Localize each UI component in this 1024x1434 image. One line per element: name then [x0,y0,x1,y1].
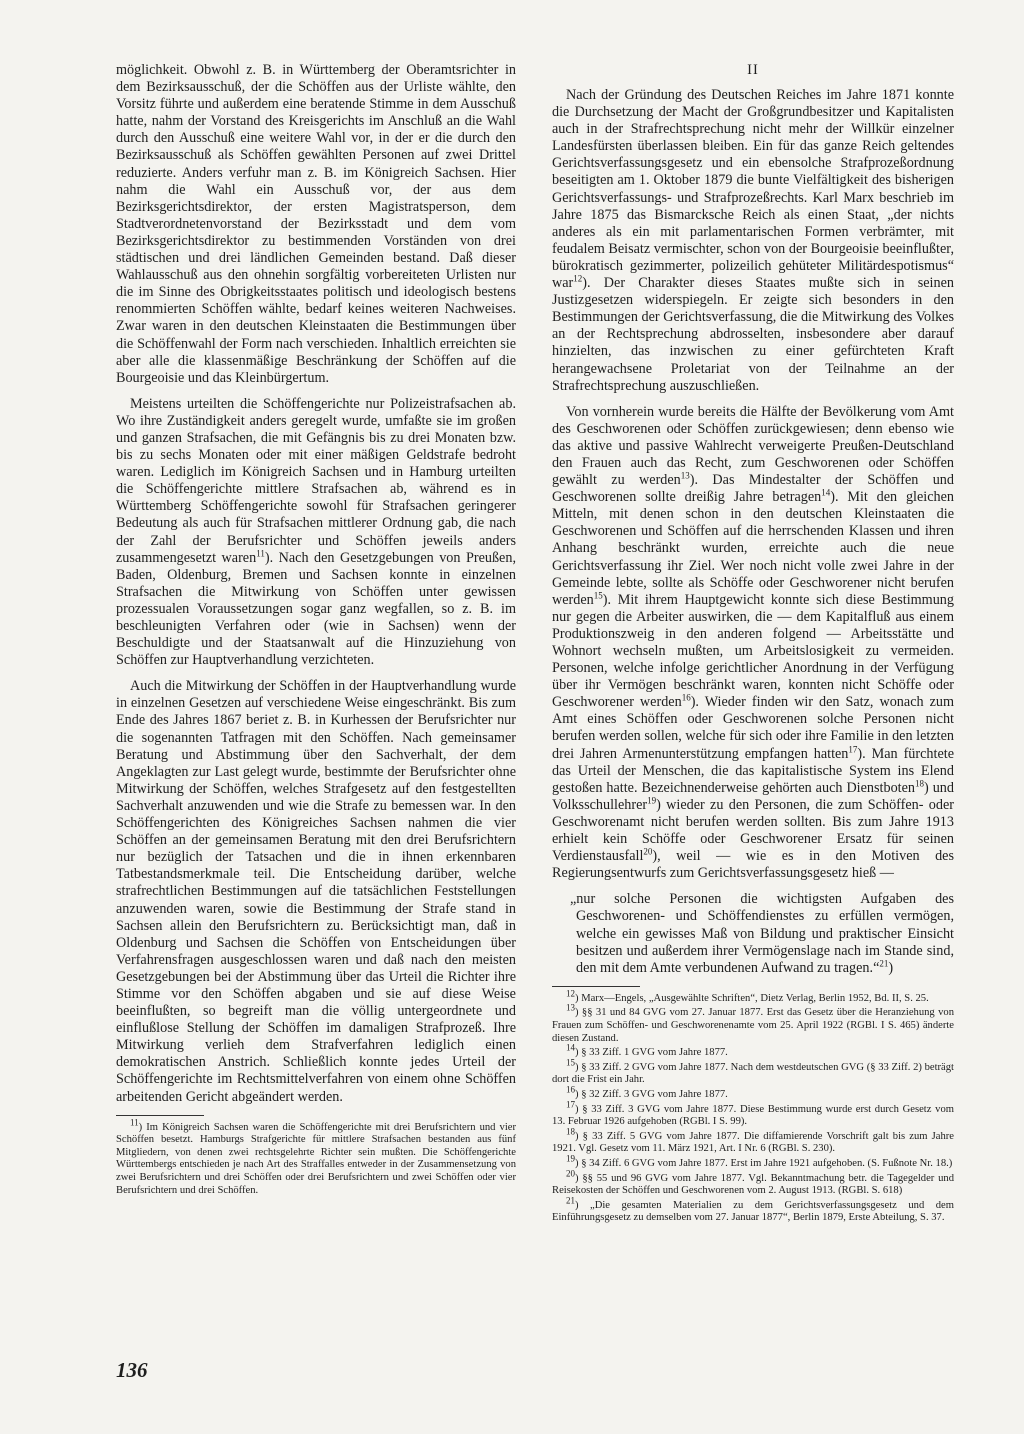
paragraph-text: Nach der Gründung des Deutschen Reiches im Jahre 1871 konnte die Durchsetzung der Macht der Großgrundbesitzer und Kapitalisten auch in der Strafrechtsprechung nicht mehr der Willkür einzelner Landesfürsten überlassen bleiben. Ein für das ganze Reich geltendes Gerichtsverfassungsgesetz und ein ebensolche Strafprozeßordnung beseitigten am 1. Oktober 1879 die bunte Vielfältigkeit des bisherigen Gerichtsverfassungs- und Strafprozeßrechts. Karl Marx beschrieb im Jahre 1875 das Bismarcksche Reich als einen Staat, „der nichts anderes als ein mit parlamentarischen Formen verbrämter, mit feudalem Beisatz vermischter, schon von der Bourgeoisie beeinflußter, bürokratisch gezimmerter, polizeilich gehüteter Militärdespotismus“ war [552,87,954,292]
footnote: $^{20}$) §§ 55 und 96 GVG vom Jahre 1877. Vgl. Bekanntmachung betr. die Tagegelder und Reisekosten der Schöffen und Geschworenen vom 2. August 1913. (RGBl. S. 618) [552,1167,954,1197]
footnote-number: 14 [566,1042,575,1053]
footnote-text: § 33 Ziff. 1 GVG vom Jahre 1877. [581,1047,728,1059]
paragraph: möglichkeit. Obwohl z. B. in Württemberg der Oberamtsrichter in dem Bezirksausschuß, der die Schöffen aus der Urliste wählte, den Vorsitz führte und außerdem eine beratende Stimme in dem Ausschuß hatte, nahm der Vorstand des Kreisgerichts im Anschluß an die Wahl durch den Ausschuß eine weitere Wahl vor, in der er die durch den Bezirksausschuß als Schöffen gewählten Personen auf zwei Drittel reduzierte. Anders verfuhr man z. B. im Königreich Sachsen. Hier nahm die Wahl ein Ausschuß vor, der aus dem Bezirksgerichtsdirektor, der ersten Magistratsperson, dem Stadtverordnetenvorstand der Bezirksstadt und dem vom Bezirksgerichtsdirektor zu bestimmenden Vorständen von drei städtischen und drei ländlichen Gemeinden bestand. Daß dieser Wahlausschuß aus den ohnehin sorgfältig vorbereiteten Urlisten nur die im Sinne des Obrigkeitsstaates politisch und ideologisch bestens renommierten Schöffen wählte, bedarf keines weiteren Nachweises. Zwar waren in den deutschen Kleinstaaten die Bestimmungen über die Schöffenwahl der Form nach verschieden. Inhaltlich erreichten sie aber alle die klassenmäßige Beschränkung der Schöffen auf die Bourgeoisie und das Kleinbürgertum. [116,62,516,386]
footnote: $^{19}$) § 34 Ziff. 6 GVG vom Jahre 1877. Erst im Jahre 1921 aufgehoben. (S. Fußnote Nr. 18.) [566,1153,953,1169]
footnote-number: 16 [566,1084,575,1095]
footnotes [116,1117,516,1198]
footnote-text: „Die gesamten Materialien zu dem Gerichtsverfassungsgesetz und dem Einführungsgesetz zu demselben vom 27. Januar 1877“, Berlin 1879, Erste Abteilung, S. 37. [552,1199,954,1224]
footnote: $^{17}$) § 33 Ziff. 3 GVG vom Jahre 1877. Diese Bestimmung wurde erst durch Gesetz vom 13. Februar 1926 aufgehoben (RGBl. I S. 99). [552,1099,954,1128]
footnote-text: § 34 Ziff. 6 GVG vom Jahre 1877. Erst im Jahre 1921 aufgehoben. (S. Fußnote Nr. 18.) [581,1157,953,1169]
footnote-number: 12 [566,988,575,999]
footnote-ref: 21 [879,957,889,968]
paragraph-text: Meistens urteilten die Schöffengerichte nur Polizeistrafsachen ab. Wo ihre Zuständigkeit anders geregelt wurde, umfaßte sie im großen und ganzen Strafsachen, die mit Gefängnis bis zu drei Monaten bzw. bis zu sechs Monaten oder mit einer mäßigen Geldstrafe bedroht waren. Lediglich im Königreich Sachsen und in Hamburg urteilten die Schöffengerichte mittlere Strafsachen ab, während es in Württemberg Schöffengerichte sowohl für Strafsachen geringerer Bedeutung als auch für Strafsachen mittlerer Ordnung gab, die nach der Zahl der Berufsrichter und Schöffen jeweils anders zusammengesetzt waren [116,395,516,566]
footnote: $^{15}$) § 33 Ziff. 2 GVG vom Jahre 1877. Nach dem westdeutschen GVG (§ 33 Ziff. 2) beträgt dort die Frist ein Jahr. [552,1057,954,1086]
footnote-text: § 33 Ziff. 5 GVG vom Jahre 1877. Die diffamierende Vorschrift galt bis zum Jahre 1921. Vgl. Gesetz vom 11. März 1921, Art. I Nr. 6 (RGBl. S. 230). [552,1130,954,1155]
paragraph-text: ). Mit ihrem Hauptgewicht konnte sich diese Bestimmung nur gegen die Arbeiter auswirken, die — dem Kapitalfluß aus einem Produktionszweig in den anderen folgend — Arbeitsstätte und Wohnort wechseln mußten, um Arbeitslosigkeit zu vermeiden. Personen, welche infolge gerichtlicher Anordnung in der Verfügung über ihr Vermögen beschränkt waren, konnten nicht Schöffe oder Geschworener werden [552,591,954,711]
paragraph-text: ), weil — wie es in den Motiven des Regierungsentwurfs zum Gerichtsverfassungsgesetz hieß — [552,848,954,882]
footnote: $^{16}$) § 32 Ziff. 3 GVG vom Jahre 1877. [566,1084,728,1100]
paragraph-text: ). Mit den gleichen Mitteln, mit denen schon in den deutschen Kleinstaaten die Geschworenen und Schöffen auf die herrschenden Klassen und ihren Anhang beschränkt wurden, erreichte auch die neue Gerichtsverfassung ihr Ziel. Wer noch nicht volle zwei Jahre in der Gemeinde lebte, sollte als Schöffe oder Geschworener nicht berufen werden [552,489,954,608]
paragraph-text: Von vornherein wurde bereits die Hälfte der Bevölkerung vom Amt des Geschworenen oder Schöffen zurückgewiesen; denn ebenso wie das aktive und passive Wahlrecht verweigerte Preußen-Deutschland den Frauen auch das Recht, zum Geschworenen oder Schöffen gewählt zu werden [552,403,954,489]
paragraph: Auch die Mitwirkung der Schöffen in der Hauptverhandlung wurde in einzelnen Gesetzen auf verschiedene Weise eingeschränkt. Bis zum Ende des Jahres 1867 beriet z. B. in Kurhessen der Berufsrichter nur die sogenannten Tatfragen mit den Schöffen. Nach gemeinsamer Beratung und Abstimmung über den Sachverhalt, der dem Angeklagten zur Last gelegt wurde, bestimmte der Berufsrichter ohne Mitwirkung der Schöffen, welches Strafgesetz auf den festgestellten Sachverhalt anzuwenden und wie die Strafe zu bemessen war. In den Schöffengerichten des Königreiches Sachsen nahmen die vier Schöffen an der gemeinsamen Beratung mit den drei Berufsrichtern nur bezüglich der Tatsachen und die in ihnen erkennbaren Tatbestandsmerkmale teil. Die Entscheidung darüber, welche strafrechtlichen Bestimmungen auf die tatsächlichen Feststellungen anzuwenden waren, sowie die Bestimmung der Strafe stand in Sachsen allein den Berufsrichtern zu. Berücksichtigt man, daß in Oldenburg und Sachsen die Schöffen von Entscheidungen über Verfahrensfragen ausgeschlossen waren und daß nach den meisten Gesetzgebungen bei der Abstimmung über das Urteil die Richter ihre Stimme vor den Schöffen abgaben und sie auf diese Weise beeinflußten, so begreift man die völlig untergeordnete und einflußlose Stellung der Schöffen im damaligen Strafprozeß. Ihre Mitwirkung verlieh dem Strafverfahren lediglich einen demokratischen Anstrich. Schließlich konnte jedes Urteil der Schöffengerichte im Rechtsmittelverfahren von einem ohne Schöffen arbeitenden Gericht abgeändert werden. [116,678,516,1105]
footnote-number: 17 [566,1099,575,1109]
block-quote: „nur solche Personen die wichtigsten Aufgaben des Geschworenen- und Schöffendienstes zu erfüllen vermögen, welche ein gewisses Maß von Bildung und praktischer Einsicht besitzen und außerdem ihrer Vermögenslage nach im Stande sind, den mit dem Amte verbundenen Aufwand zu tragen.“$^{21}$) [570,891,954,976]
paragraph [552,87,954,395]
footnote-number: 13 [566,1002,575,1013]
footnote-number: 18 [566,1126,575,1137]
footnote-ref: 19 [647,795,657,806]
paragraph [552,404,954,883]
footnote-ref: 12 [573,273,583,284]
footnote-number: 15 [566,1057,575,1068]
footnote-text: § 32 Ziff. 3 GVG vom Jahre 1877. [581,1088,728,1100]
footnote-number: 20 [566,1167,575,1178]
footnote: $^{11}$) Im Königreich Sachsen waren die Schöffengerichte mit drei Berufsrichtern und vier Schöffen besetzt. Hamburgs Strafgerichte für mittlere Strafsachen bestanden aus fünf Mitgliedern, von denen zwei rechtsgelehrte Richter sein mußten. Die Schöffengerichte Württembergs entschieden je nach Art des Straffalles entweder in der Zusammensetzung von zwei Berufsrichtern und drei Schöffen oder drei Berufsrichtern und zwei Schöffen oder vier Berufsrichtern und drei Schöffen. [116,1117,516,1196]
footnote: $^{13}$) §§ 31 und 84 GVG vom 27. Januar 1877. Erst das Gesetz über die Heranziehung von Frauen zum Schöffen- und Geschworenenamte vom 25. April 1922 (RGBl. I S. 465) änderte diesen Zustand. [552,1002,954,1044]
footnote-ref: 14 [821,487,831,498]
paragraph-text: ). Das Mindestalter der Schöffen und Geschworenen sollte dreißig Jahre betragen [552,472,954,506]
right-column [552,62,954,1227]
paragraph-text: ). Nach den Gesetzgebungen von Preußen, Baden, Oldenburg, Bremen und Sachsen konnte in einzelnen Strafsachen die Mitwirkung von Schöffen unter gewissen prozessualen Voraussetzungen sogar ganz wegfallen, so z. B. im beschleunigten Verfahren oder (wie in Sachsen) wenn der Beschuldigte und der Staatsanwalt auf die Hinzuziehung von Schöffen zur Hauptverhandlung verzichteten. [116,549,516,669]
footnotes [552,988,954,1225]
footnote: $^{18}$) § 33 Ziff. 5 GVG vom Jahre 1877. Die diffamierende Vorschrift galt bis zum Jahre 1921. Vgl. Gesetz vom 11. März 1921, Art. I Nr. 6 (RGBl. S. 230). [552,1126,954,1155]
footnote-number: 21 [566,1195,575,1206]
footnote-text: § 33 Ziff. 3 GVG vom Jahre 1877. Diese Bestimmung wurde erst durch Gesetz vom 13. Februar 1926 aufgehoben (RGBl. I S. 99). [552,1103,954,1128]
left-column [116,62,516,1199]
quote-text: „nur solche Personen die wichtigsten Aufgaben des Geschworenen- und Schöffendienstes zu erfüllen vermögen, welche ein gewisses Maß von Bildung und praktischer Einsicht besitzen und außerdem ihrer Vermögenslage nach im Stande sind, den mit dem Amte verbundenen Aufwand zu tragen.“ [570,891,954,976]
paragraph-text: ). Der Charakter dieses Staates mußte sich in seinen Justizgesetzen widerspiegeln. Er zeigte sich besonders in den Bestimmungen der Gerichtsverfassung, die die Mitwirkung des Volkes an der Rechtsprechung abdrosselten, insbesondere aber darauf hinzielten, das inzwischen zu einer gefürchteten Kraft herangewachsene Proletariat von der Teilnahme an der Strafrechtsprechung auszuschließen. [552,275,954,394]
footnote: $^{21}$) „Die gesamten Materialien zu dem Gerichtsverfassungsgesetz und dem Einführungsgesetz zu demselben vom 27. Januar 1877“, Berlin 1879, Erste Abteilung, S. 37. [552,1195,954,1224]
footnote-ref: 13 [680,470,690,481]
paragraph-text: ) und Volksschullehrer [552,779,954,813]
footnote-text: §§ 55 und 96 GVG vom Jahre 1877. Vgl. Bekanntmachung betr. die Tagegelder und Reisekosten der Schöffen und Geschworenen vom 2. August 1913. (RGBl. S. 618) [552,1172,954,1197]
footnote-number: 11 [130,1117,139,1128]
footnote-ref: 15 [593,589,603,600]
footnote-ref: 11 [256,547,265,558]
footnote-number: 19 [566,1153,575,1164]
footnote-text: Im Königreich Sachsen waren die Schöffengerichte mit drei Berufsrichtern und vier Schöffen besetzt. Hamburgs Strafgerichte für mittlere Strafsachen bestanden aus fünf Mitgliedern, von denen zwei rechtsgelehrte Richter sein mußten. Die Schöffengerichte Württembergs entschieden je nach Art des Straffalles entweder in der Zusammensetzung von zwei Berufsrichtern und drei Schöffen oder drei Berufsrichtern und zwei Schöffen oder vier Berufsrichtern und drei Schöffen. [116,1121,516,1196]
paragraph-text: ). Wieder finden wir den Satz, wonach zum Amt eines Schöffen oder Geschworenen solche Personen nicht berufen werden sollen, welche für sich oder ihre Familie in den letzten drei Jahren Armenunterstützung empfangen hatten [552,694,954,762]
footnote-divider [116,1115,204,1116]
paragraph [116,396,516,670]
paragraph-text: ) wieder zu den Personen, die zum Schöffen- oder Geschworenamt nicht berufen werden sollten. Bis zum Jahre 1913 erhielt kein Schöffe oder Geschworener Ersatz für seinen Verdienstausfall [552,796,954,865]
footnote-text: Marx—Engels, „Ausgewählte Schriften“, Dietz Verlag, Berlin 1952, Bd. II, S. 25. [581,992,929,1004]
section-number: II [747,62,759,78]
footnote: $^{12}$) Marx—Engels, „Ausgewählte Schriften“, Dietz Verlag, Berlin 1952, Bd. II, S. 25. [566,988,929,1004]
footnote-ref: 17 [848,743,858,754]
footnote-ref: 18 [915,778,925,789]
footnote-text: §§ 31 und 84 GVG vom 27. Januar 1877. Erst das Gesetz über die Heranziehung von Frauen zum Schöffen- und Geschworenenamte vom 25. April 1922 (RGBl. I S. 465) änderte diesen Zustand. [552,1007,954,1044]
footnote-ref: 16 [681,692,691,703]
page-number: 136 [116,1358,148,1382]
footnote: $^{14}$) § 33 Ziff. 1 GVG vom Jahre 1877. [566,1042,728,1059]
footnote-divider [552,986,640,987]
paragraph-text: ). Man fürchtete das Urteil der Menschen, die das kapitalistische System ins Elend gestoßen hatte. Bezeichnenderweise gehörten auch Dienstboten [552,745,954,796]
footnote-text: § 33 Ziff. 2 GVG vom Jahre 1877. Nach dem westdeutschen GVG (§ 33 Ziff. 2) beträgt dort die Frist ein Jahr. [552,1061,954,1086]
footnote-ref: 20 [643,846,653,857]
